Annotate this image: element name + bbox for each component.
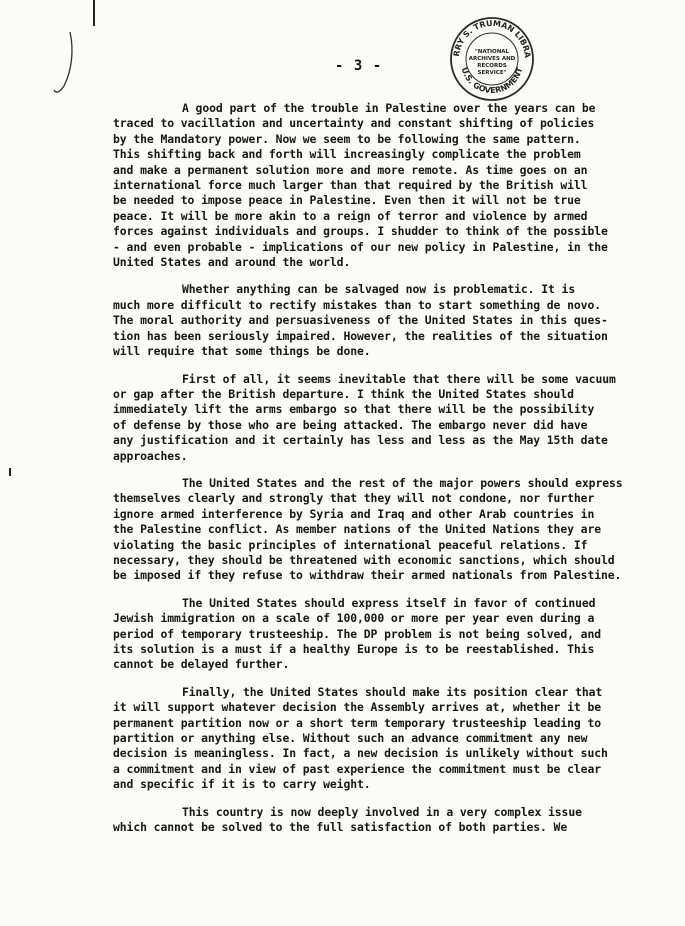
paragraph-6: Finally, the United States should make its position clear that it will support whatever decision the Assembly arrives at, whether it be permanent partition now or a short term temporary trusteeship leading to partition or anything else. Without such an advance commitment any new decision is meaningless. In fact, a new decision is unlikely without such a commitment and in view of past experience the commitment must be clear and specific if it is to carry weight. [113, 684, 608, 792]
paragraph-7: This country is now deeply involved in a very complex issue which cannot be solved to the full satisfaction of both parties. We [113, 804, 582, 835]
svg-text:SERVICE": SERVICE" [477, 70, 507, 76]
page-number: - 3 - [335, 58, 383, 74]
paragraph-3: First of all, it seems inevitable that there will be some vacuum or gap after the British departure. I think the United States should immediately lift the arms embargo so that there will be the possibility of defense by those who are being attacked. The embargo never did have any justification and it certainly has less and less as the May 15th date approaches. [113, 371, 616, 463]
svg-text:RECORDS: RECORDS [477, 63, 507, 69]
paragraph-1: A good part of the trouble in Palestine over the years can be traced to vacillation and uncertainty and constant shifting of policies by the Mandatory power. Now we seem to be following the same pattern. This shifting back and forth will increasingly complicate the problem and make a permanent solution more and more remote. As time goes on an international force much larger than that required by the British will be needed to impose peace in Palestine. Even then it will not be true peace. It will be more akin to a reign of terror and violence by armed forces against individuals and groups. I shudder to think of the possible - and even probable - implications of our new policy in Palestine, in the United States and around the world. [113, 101, 608, 270]
svg-text:"NATIONAL: "NATIONAL [474, 49, 510, 55]
paragraph-4: The United States and the rest of the major powers should express themselves clearly and strongly that they will not condone, nor further ignore armed interference by Syria and Iraq and other Arab countries in the Palestine conflict. As member nations of the United Nations they are violating the basic principles of international peaceful relations. If necessary, they should be threatened with economic sanctions, which should be imposed if they refuse to withdraw their armed nationals from Palestine. [113, 475, 623, 583]
svg-text:ARCHIVES AND: ARCHIVES AND [468, 56, 516, 62]
paragraph-2: Whether anything can be salvaged now is problematic. It is much more difficult to rectify mistakes than to start something de novo. The moral authority and persuasiveness of the United States in this ques- tion has been seriously impaired. However, the realities of the situation will require that some things be done. [113, 282, 608, 359]
scan-mark-left [9, 468, 11, 476]
paragraph-5: The United States should express itself in favor of continued Jewish immigration on a scale of 100,000 or more per year even during a period of temporary trusteeship. The DP problem is not being solved, and its solution is a must if a healthy Europe is to be reestablished. This cannot be delayed further. [113, 595, 601, 672]
memo-body [113, 101, 648, 847]
svg-text:U.S. GOVERNMENT: U.S. GOVERNMENT [459, 66, 525, 96]
scan-mark-top [93, 0, 95, 26]
svg-text:HARRY S. TRUMAN LIBRARY: RRY S. TRUMAN LIBRA [452, 18, 533, 59]
margin-pencil-mark [50, 30, 80, 100]
library-stamp [449, 16, 535, 102]
